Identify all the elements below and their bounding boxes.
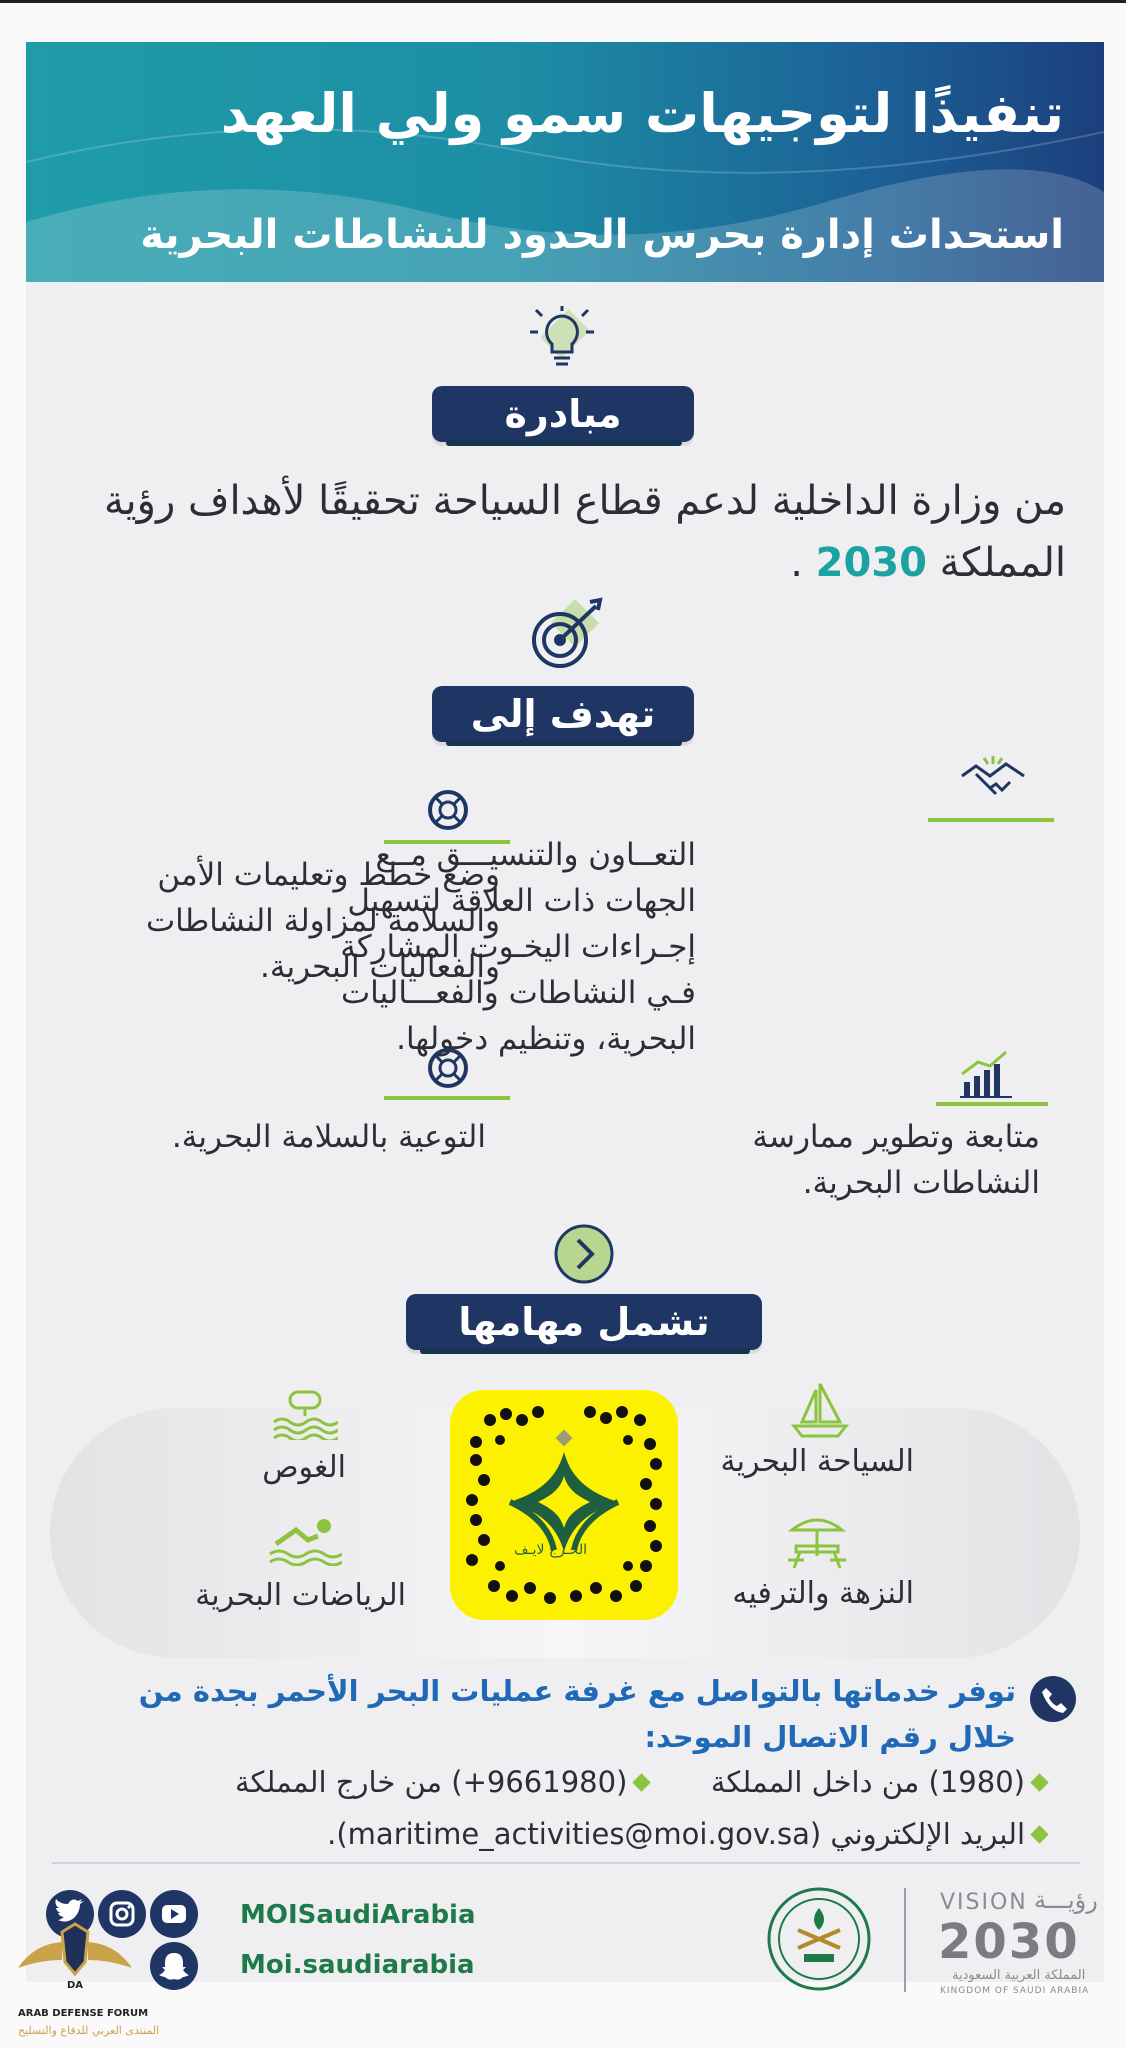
handshake-icon [960, 754, 1026, 812]
goal-underline [936, 1102, 1048, 1106]
goal-line: والفعاليات البحرية. [259, 949, 500, 985]
goal-line: الجهات ذات العلاقة لتسهيل [347, 883, 696, 919]
goal-underline [928, 818, 1054, 822]
initiative-line-2-suffix: . [790, 540, 816, 586]
footer-logo-divider [904, 1888, 906, 1992]
goal-line: والسلامة لمزاولة النشاطات [145, 903, 500, 939]
diver-icon [272, 1386, 338, 1440]
tasks-label: تشمل مهامها [406, 1294, 762, 1350]
task-diving: الغوص [262, 1450, 346, 1485]
initiative-line-2 [66, 532, 1066, 594]
pill-underline [446, 440, 682, 446]
goal-item-awareness [66, 1114, 486, 1160]
goal-line: إجـراءات اليخـوت المشاركة [340, 929, 696, 965]
goal-item-safety-plans [70, 852, 500, 990]
bullet-diamond-icon [633, 1773, 651, 1791]
forum-eagle-logo [10, 1904, 140, 2014]
initiative-line-2-prefix: المملكة [939, 540, 1066, 586]
page-subtitle: استحداث إدارة بحرس الحدود للنشاطات البحرية [140, 212, 1064, 258]
qr-caption: الخـرج لايـف [514, 1542, 587, 1558]
ministry-emblem-logo [764, 1884, 874, 1994]
goal-line: التوعية بالسلامة البحرية. [171, 1119, 486, 1155]
aims-label: تهدف إلى [432, 686, 694, 742]
vision-kingdom-en: KINGDOM OF SAUDI ARABIA [940, 1986, 1090, 1996]
sailboat-icon [790, 1382, 850, 1440]
initiative-text [66, 470, 1066, 594]
target-icon [522, 596, 608, 676]
goal-underline [384, 1096, 510, 1100]
forum-name-en: ARAB DEFENSE FORUM [18, 2008, 149, 2019]
social-handle-secondary[interactable]: Moi.saudiarabia [240, 1950, 475, 1980]
youtube-glyph [150, 1890, 198, 1938]
lifebuoy-icon [426, 1046, 470, 1090]
svg-text:DA: DA [66, 1980, 84, 1991]
pill-underline [420, 1348, 750, 1354]
contact-email: البريد الإلكتروني (maritime_activities@moi.gov.sa). [327, 1817, 1025, 1851]
pill-underline [446, 740, 682, 746]
contact-heading-line-1: توفر خدماتها بالتواصل مع غرفة عمليات البحر الأحمر بجدة من [138, 1674, 1016, 1708]
contact-email-row [54, 1808, 1054, 1860]
vision-kingdom-ar: المملكة العربية السعودية [952, 1968, 1086, 1983]
task-water-sports: الرياضات البحرية [195, 1578, 406, 1613]
goal-line: متابعة وتطوير ممارسة [752, 1119, 1040, 1155]
snapchat-glyph [150, 1942, 198, 1990]
initiative-label: مبادرة [432, 386, 694, 442]
vision-label-en: VISION [940, 1890, 1028, 1915]
snapchat-icon[interactable] [150, 1942, 198, 1990]
picnic-table-icon [786, 1516, 848, 1570]
vision-year: 2030 [938, 1914, 1080, 1970]
contact-phone-row [54, 1756, 1054, 1808]
goal-line: وضع خطط وتعليمات الأمن [157, 857, 500, 893]
contact-heading-line-2: خلال رقم الاتصال الموحد: [644, 1720, 1016, 1754]
vision-year-highlight: 2030 [815, 540, 927, 586]
task-recreation: النزهة والترفيه [732, 1576, 914, 1611]
contact-section [36, 1668, 1016, 1760]
social-handle-primary[interactable]: MOISaudiArabia [240, 1900, 476, 1930]
phone-glyph [1030, 1676, 1076, 1722]
bullet-diamond-icon [1030, 1773, 1048, 1791]
snapchat-qr-code[interactable] [450, 1390, 678, 1620]
vision-label-ar: رؤيـــة [1034, 1886, 1098, 1914]
goal-line: النشاطات البحرية. [802, 1165, 1040, 1201]
youtube-icon[interactable] [150, 1890, 198, 1938]
initiative-line-1: من وزارة الداخلية لدعم قطاع السياحة تحقيقًا لأهداف رؤية [104, 478, 1066, 524]
contact-lines [54, 1756, 1054, 1860]
page-title: تنفيذًا لتوجيهات سمو ولي العهد [220, 82, 1064, 145]
lightbulb-icon [520, 306, 604, 382]
lifebuoy-icon [426, 788, 470, 832]
task-marine-tourism: السياحة البحرية [720, 1444, 914, 1479]
top-border [0, 0, 1126, 3]
goal-item-monitoring [620, 1114, 1040, 1206]
forum-name-ar: المنتدى العربي للدفاع والتسليح [18, 2024, 160, 2037]
snapcode-dots [450, 1390, 678, 1620]
contact-outside-number: (9661980+) من خارج المملكة [234, 1765, 628, 1799]
bullet-diamond-icon [1030, 1825, 1048, 1843]
chevron-right-icon [552, 1222, 616, 1286]
goal-line: البحرية، وتنظيم دخولها. [396, 1021, 696, 1057]
header-banner [26, 42, 1104, 282]
goal-line: فـي النشاطات والفعـــاليات [340, 975, 696, 1011]
goal-line: التعــاون والتنسيـــق مــع [375, 837, 696, 873]
growth-chart-icon [960, 1050, 1012, 1098]
contact-inside-number: (1980) من داخل المملكة [710, 1765, 1025, 1799]
phone-icon [1030, 1676, 1076, 1722]
footer-divider [52, 1862, 1080, 1864]
swimmer-icon [268, 1514, 342, 1566]
